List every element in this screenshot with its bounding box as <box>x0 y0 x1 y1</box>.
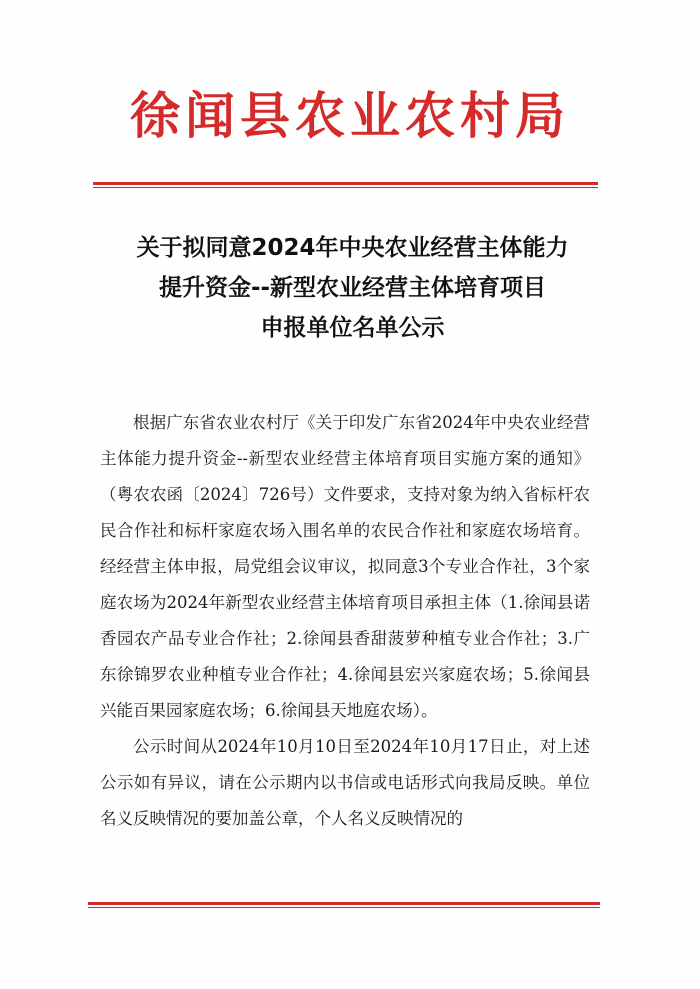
document-title-line-2: 提升资金--新型农业经营主体培育项目 <box>158 275 547 301</box>
letterhead-divider <box>93 182 598 185</box>
letterhead-divider-thin <box>93 187 598 188</box>
footer-divider-thin <box>88 907 600 908</box>
body-paragraph-1: 根据广东省农业农村厅《关于印发广东省2024年中央农业经营主体能力提升资金--新型农业经营主体培育项目实施方案的通知》（粤农农函〔2024〕726号）文件要求，支持对象为纳入省标杆农民合作社和标杆家庭农场入围名单的农民合作社和家庭农场培育。经经营主体申报，局党组会议审议，拟同意3个专业合作社，3个家庭农场为2024年新型农业经营主体培育项目承担主体（1.徐闻县诺香园农产品专业合作社；2.徐闻县香甜菠萝种植专业合作社；3.广东徐锦罗农业种植专业合作社；4.徐闻县宏兴家庭农场；5.徐闻县兴能百果园家庭农场；6.徐闻县天地庭农场）。 <box>100 413 590 720</box>
agency-letterhead: 徐闻县农业农村局 <box>130 86 570 145</box>
footer-divider <box>88 902 600 905</box>
document-title-line-3: 申报单位名单公示 <box>260 315 445 341</box>
body-paragraph-2: 公示时间从2024年10月10日至2024年10月17日止，对上述公示如有异议，请在公示期内以书信或电话形式向我局反映。单位名义反映情况的要加盖公章，个人名义反映情况的 <box>100 737 590 828</box>
document-body <box>100 405 590 837</box>
document-title <box>90 228 615 348</box>
document-title-line-1: 关于拟同意2024年中央农业经营主体能力 <box>136 235 569 261</box>
